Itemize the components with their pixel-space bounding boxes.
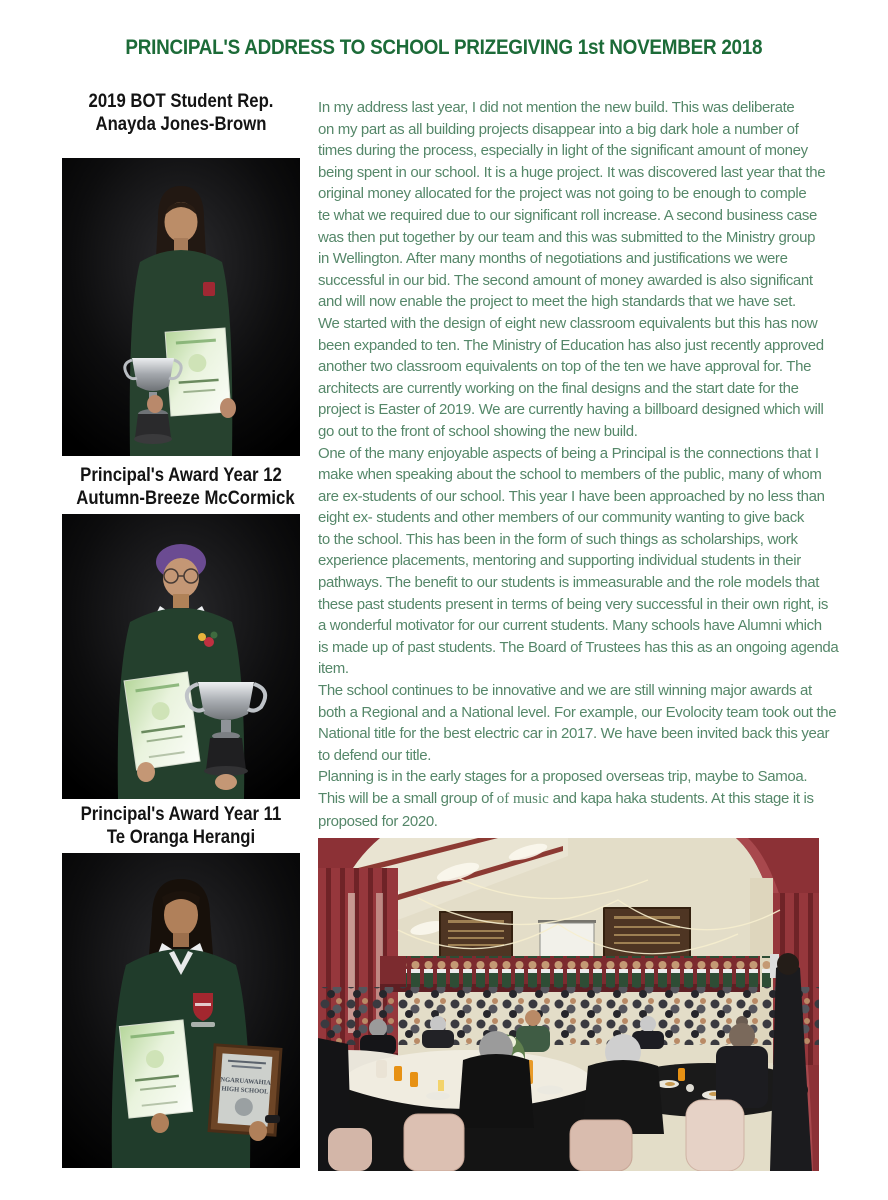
body-line: We started with the design of eight new classroom equivalents but this has now	[318, 314, 818, 332]
body-line: te what we required due to our significant roll increase. A second business case	[318, 206, 817, 224]
body-line: One of the many enjoyable aspects of being a Principal is the connections that I	[318, 444, 819, 462]
body-line: make when speaking about the school to members of the public, many of whom	[318, 466, 822, 484]
plaque-text-line2: HIGH SCHOOL	[221, 1085, 269, 1096]
caption-line: Principal's Award Year 12	[80, 465, 282, 486]
body-line: National title for the best electric car in 2017. We have been invited back this year	[318, 725, 830, 743]
page-title-text: PRINCIPAL'S ADDRESS TO SCHOOL PRIZEGIVING 1st NOVEMBER 2018	[125, 36, 763, 59]
body-line: both a Regional and a National level. For example, our Evolocity team took out the	[318, 703, 837, 721]
body-text	[318, 97, 880, 832]
caption-principals-award-year11	[62, 803, 300, 849]
student-portrait-illustration	[62, 514, 300, 799]
plaque-text-line1: NGARUAWAHIA	[220, 1076, 272, 1087]
body-line: Planning is in the early stages for a proposed overseas trip, maybe to Samoa.	[318, 768, 808, 786]
standing-students-row	[406, 956, 774, 987]
photo-autumn-breeze-mccormick	[62, 514, 300, 799]
body-line: and will now enable the project to meet the high standards that we have set.	[318, 293, 796, 311]
body-line: are ex-students of our school. This year I have been approached by no less than	[318, 487, 825, 505]
body-line: In my address last year, I did not mention the new build. This was deliberate	[318, 99, 795, 116]
caption-line: Anayda Jones-Brown	[95, 114, 267, 135]
body-line: a wonderful motivator for our current students. Many schools have Alumni which	[318, 617, 822, 635]
body-line: eight ex- students and other members of our community wanting to give back	[318, 509, 805, 527]
hall-scene-illustration	[318, 838, 819, 1171]
body-line: successful in our bid. The second amount of money awarded is also significant	[318, 271, 813, 289]
student-portrait-illustration	[62, 158, 300, 456]
caption-line: 2019 BOT Student Rep.	[88, 91, 274, 112]
body-line: architects are currently working on the final designs and the start date for the	[318, 379, 799, 397]
caption-bot-student-rep	[62, 90, 300, 136]
body-line: times during the process, especially in light of the significant amount of money	[318, 142, 808, 160]
body-line: proposed for 2020.	[318, 812, 438, 830]
body-line: to the school. This has been in the form of such things as scholarships, work	[318, 530, 798, 548]
caption-line: Principal's Award Year 11	[80, 804, 282, 825]
body-line: This will be a small group of of music and kapa haka students. At this stage it is	[318, 790, 814, 807]
body-line: in Wellington. After many months of negotiations and justifications we were	[318, 250, 788, 268]
body-line: pathways. The benefit to our students is immeasurable and the role models that	[318, 574, 820, 592]
body-line: go out to the front of school showing the new build.	[318, 422, 638, 440]
body-line: item.	[318, 660, 349, 678]
page-title	[0, 36, 888, 60]
caption-line: Autumn-Breeze McCormick	[76, 488, 295, 509]
body-line: project is Easter of 2019. We are currently having a billboard designed which will	[318, 401, 824, 419]
body-line: to defend our title.	[318, 746, 432, 764]
body-line: these past students present in terms of being very successful in their own right, is	[318, 595, 829, 613]
photo-te-oranga-herangi	[62, 853, 300, 1168]
body-line: The school continues to be innovative and we are still winning major awards at	[318, 682, 812, 700]
serif-text-run: of music	[496, 791, 549, 807]
body-line: being spent in our school. It is a huge project. It was discovered last year that the	[318, 163, 826, 181]
caption-principals-award-year12	[62, 464, 300, 510]
prizegiving-hall-photo	[318, 838, 819, 1171]
student-portrait-illustration	[62, 853, 300, 1168]
caption-line: Te Oranga Herangi	[106, 827, 256, 848]
body-line: is made up of past students. The Board of Trustees has this as an ongoing agenda	[318, 638, 839, 656]
body-line: experience placements, mentoring and supporting individual students in their	[318, 552, 801, 570]
body-line: original money allocated for the project was not going to be enough to comple	[318, 185, 807, 203]
photo-anayda-jones-brown	[62, 158, 300, 456]
body-line: been expanded to ten. The Ministry of Education has also just recently approved	[318, 336, 824, 354]
body-line: was then put together by our team and this was submitted to the Ministry group	[318, 228, 816, 246]
body-line: another two classroom equivalents on top of the ten we have approval for. The	[318, 358, 812, 376]
body-line: on my part as all building projects disappear into a big dark hole a number of	[318, 120, 799, 138]
